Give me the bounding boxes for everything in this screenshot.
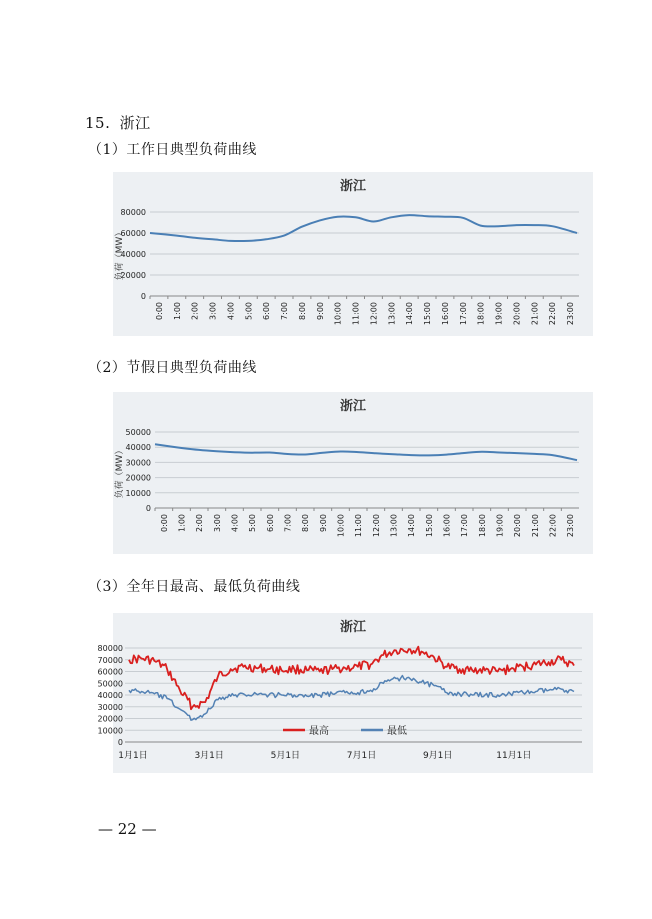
x-tick-label: 2:00	[190, 302, 200, 320]
x-tick-label: 22:00	[548, 514, 558, 538]
x-tick-label: 10:00	[336, 514, 346, 538]
x-tick-label: 20:00	[513, 514, 523, 538]
x-tick-label: 14:00	[405, 302, 415, 326]
y-tick-label: 50000	[125, 428, 151, 437]
series-line	[150, 215, 577, 241]
y-axis-label: 负荷（MW）	[115, 227, 125, 281]
x-tick-label: 21:00	[530, 302, 540, 326]
section-number: 15.	[85, 114, 111, 132]
y-tick-label: 50000	[97, 679, 123, 689]
chart-holiday-panel	[113, 392, 593, 554]
x-tick-label: 7:00	[283, 514, 293, 532]
x-tick-label: 8:00	[297, 302, 307, 320]
x-tick-label: 18:00	[477, 514, 487, 538]
x-tick-label: 11月1日	[496, 751, 532, 761]
legend-label: 最低	[387, 726, 407, 737]
x-tick-label: 1月1日	[118, 751, 148, 761]
y-tick-label: 10000	[97, 726, 123, 736]
x-tick-label: 16:00	[440, 302, 450, 326]
x-tick-label: 9:00	[315, 302, 325, 320]
chart-workday	[113, 172, 593, 336]
x-tick-label: 6:00	[262, 302, 272, 320]
x-tick-label: 1:00	[177, 514, 187, 532]
y-tick-label: 40000	[120, 250, 146, 259]
series-line	[155, 444, 577, 460]
x-tick-label: 8:00	[301, 514, 311, 532]
y-axis-label: 负荷（MW）	[115, 445, 125, 499]
x-tick-label: 15:00	[424, 514, 434, 538]
y-tick-label: 0	[140, 292, 146, 301]
x-tick-label: 6:00	[265, 514, 275, 532]
y-tick-label: 60000	[120, 229, 146, 238]
x-tick-label: 3:00	[208, 302, 218, 320]
x-tick-label: 12:00	[371, 514, 381, 538]
x-tick-label: 7月1日	[346, 751, 377, 761]
x-tick-label: 18:00	[476, 302, 486, 326]
x-tick-label: 2:00	[195, 514, 205, 532]
x-tick-label: 4:00	[226, 302, 236, 320]
subheading-workday: （1）工作日典型负荷曲线	[88, 142, 257, 158]
chart-title: 浙江	[339, 179, 367, 194]
x-tick-label: 17:00	[458, 302, 468, 326]
x-tick-label: 19:00	[494, 302, 504, 326]
x-tick-label: 3:00	[212, 514, 222, 532]
x-tick-label: 19:00	[495, 514, 505, 538]
x-tick-label: 9月1日	[422, 751, 453, 761]
legend-label: 最高	[309, 726, 329, 737]
y-tick-label: 40000	[97, 691, 123, 700]
y-tick-label: 40000	[125, 443, 151, 453]
x-tick-label: 0:00	[154, 302, 164, 320]
x-tick-label: 4:00	[230, 514, 240, 532]
x-tick-label: 10:00	[333, 302, 343, 326]
x-tick-label: 7:00	[280, 302, 290, 320]
x-tick-label: 5月1日	[270, 751, 301, 761]
section-heading	[85, 112, 151, 133]
x-tick-label: 3月1日	[194, 751, 224, 761]
x-tick-label: 13:00	[387, 302, 397, 326]
x-tick-label: 11:00	[354, 514, 364, 538]
chart-annual	[97, 613, 593, 773]
page-number: — 22 —	[98, 820, 157, 838]
y-tick-label: 20000	[97, 714, 123, 724]
x-tick-label: 23:00	[566, 514, 576, 538]
y-tick-label: 0	[117, 738, 123, 747]
chart-title: 浙江	[339, 620, 367, 635]
y-tick-label: 80000	[120, 208, 146, 217]
y-tick-label: 0	[145, 504, 151, 513]
chart-title: 浙江	[339, 399, 367, 414]
subheading-annual: （3）全年日最高、最低负荷曲线	[88, 579, 301, 595]
x-tick-label: 5:00	[248, 514, 258, 532]
chart-annual-panel	[97, 613, 593, 773]
chart-holiday	[113, 392, 593, 554]
x-tick-label: 17:00	[460, 514, 470, 538]
x-tick-label: 16:00	[442, 514, 452, 538]
x-tick-label: 15:00	[423, 302, 433, 326]
x-tick-label: 0:00	[159, 514, 169, 532]
x-tick-label: 9:00	[318, 514, 328, 532]
y-tick-label: 30000	[125, 458, 151, 468]
series-line-min	[129, 676, 574, 721]
x-tick-label: 21:00	[530, 514, 540, 538]
x-tick-label: 13:00	[389, 514, 399, 538]
y-tick-label: 70000	[97, 655, 123, 665]
y-tick-label: 60000	[97, 667, 123, 677]
subheading-holiday: （2）节假日典型负荷曲线	[88, 360, 257, 376]
x-tick-label: 23:00	[566, 302, 576, 326]
y-tick-label: 80000	[97, 644, 123, 653]
y-tick-label: 20000	[120, 271, 146, 280]
x-tick-label: 12:00	[369, 302, 379, 326]
x-tick-label: 11:00	[351, 302, 361, 326]
x-tick-label: 22:00	[548, 302, 558, 326]
chart-workday-panel	[113, 172, 593, 336]
y-tick-label: 30000	[97, 702, 123, 712]
y-tick-label: 20000	[125, 473, 151, 483]
x-tick-label: 20:00	[512, 302, 522, 326]
x-tick-label: 1:00	[172, 302, 182, 320]
x-tick-label: 5:00	[244, 302, 254, 320]
series-line-max	[129, 647, 574, 710]
y-tick-label: 10000	[125, 488, 151, 498]
section-title: 浙江	[119, 114, 151, 132]
x-tick-label: 14:00	[407, 514, 417, 538]
